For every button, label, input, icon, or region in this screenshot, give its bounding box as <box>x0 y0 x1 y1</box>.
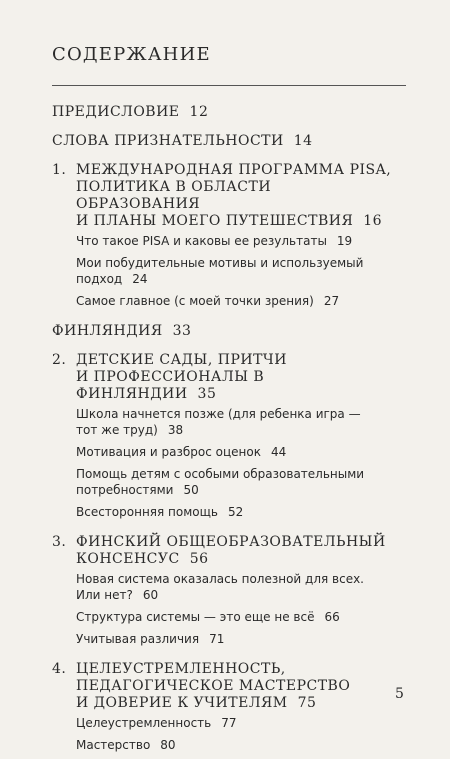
toc-chapter-1 <box>52 162 397 230</box>
toc-page-number: 50 <box>183 483 199 497</box>
toc-page-number: 80 <box>160 738 176 752</box>
toc-page-number: 16 <box>363 213 383 229</box>
section-title: Или нет? <box>76 588 133 602</box>
toc-page-number: 35 <box>197 386 217 402</box>
toc-page-number: 75 <box>297 695 317 711</box>
page-number: 5 <box>395 686 404 702</box>
title-divider <box>52 85 406 86</box>
toc-page-number: 71 <box>209 632 225 646</box>
toc-section <box>52 255 397 287</box>
chapter-number: 3. <box>52 534 67 550</box>
chapter-title-line: КОНСЕНСУС <box>76 551 180 567</box>
section-title: Мотивация и разброс оценок <box>76 445 261 459</box>
toc-section <box>52 737 397 753</box>
toc-page-number: 77 <box>221 716 237 730</box>
toc-page-number: 33 <box>172 323 192 339</box>
toc-chapter-2 <box>52 352 397 403</box>
section-title: Учитывая различия <box>76 632 200 646</box>
section-title: Мастерство <box>76 738 151 752</box>
toc-page-number: 60 <box>142 588 159 602</box>
toc-page-number: 27 <box>323 294 340 308</box>
chapter-title-line: ДЕТСКИЕ САДЫ, ПРИТЧИ <box>76 352 287 368</box>
chapter-title-line: И ДОВЕРИЕ К УЧИТЕЛЯМ <box>76 695 288 711</box>
toc-entry-thanks <box>52 133 397 150</box>
toc-page-number: 12 <box>189 104 209 120</box>
toc-section <box>52 233 397 249</box>
toc-section <box>52 571 397 603</box>
toc-page-number: 56 <box>189 551 209 567</box>
section-title: Что такое PISA и каковы ее результаты <box>76 234 327 248</box>
table-of-contents <box>52 104 397 759</box>
chapter-title-line: МЕЖДУНАРОДНАЯ ПРОГРАММА PISA, <box>76 162 392 178</box>
section-title: Всесторонняя помощь <box>76 505 219 519</box>
toc-page-number: 19 <box>336 234 353 248</box>
chapter-number: 4. <box>52 661 67 677</box>
toc-chapter-3 <box>52 534 397 568</box>
chapter-title-line: И ПЛАНЫ МОЕГО ПУТЕШЕСТВИЯ <box>76 213 354 229</box>
toc-page-number: 44 <box>270 445 287 459</box>
toc-section <box>52 406 397 438</box>
toc-page-number: 66 <box>324 610 340 624</box>
section-title: Самое главное (с моей точки зрения) <box>76 294 314 308</box>
toc-section <box>52 293 397 309</box>
toc-page-number: 52 <box>228 505 244 519</box>
section-title: тот же труд) <box>76 423 158 437</box>
chapter-title-line: И ПРОФЕССИОНАЛЫ В ФИНЛЯНДИИ <box>76 369 265 402</box>
section-title: потребностями <box>76 483 174 497</box>
section-title: Новая система оказалась полезной для всех. <box>76 572 364 586</box>
section-title: Структура системы — это еще не всё <box>76 610 315 624</box>
section-title: Школа начнется позже (для ребенка игра — <box>76 407 361 421</box>
chapter-title-line: ФИНСКИЙ ОБЩЕОБРАЗОВАТЕЛЬНЫЙ <box>76 534 386 550</box>
page-title: СОДЕРЖАНИЕ <box>52 44 211 65</box>
toc-page-number: 38 <box>167 423 184 437</box>
toc-page-number: 24 <box>132 272 148 286</box>
toc-section <box>52 444 397 460</box>
section-title: Помощь детям с особыми образовательными <box>76 467 365 481</box>
toc-entry-label: СЛОВА ПРИЗНАТЕЛЬНОСТИ <box>52 133 284 149</box>
chapter-number: 1. <box>52 162 67 178</box>
toc-page-number: 14 <box>293 133 313 149</box>
toc-entry-label: ПРЕДИСЛОВИЕ <box>52 104 180 120</box>
chapter-number: 2. <box>52 352 67 368</box>
toc-section <box>52 631 397 647</box>
chapter-title-line: ПОЛИТИКА В ОБЛАСТИ ОБРАЗОВАНИЯ <box>76 179 272 212</box>
toc-section <box>52 466 397 498</box>
toc-section <box>52 715 397 731</box>
toc-entry-preface <box>52 104 397 121</box>
toc-entry-label: ФИНЛЯНДИЯ <box>52 323 163 339</box>
toc-section <box>52 504 397 520</box>
chapter-title-line: ПЕДАГОГИЧЕСКОЕ МАСТЕРСТВО <box>76 678 351 694</box>
toc-section <box>52 609 397 625</box>
toc-entry-finland <box>52 323 397 340</box>
chapter-title-line: ЦЕЛЕУСТРЕМЛЕННОСТЬ, <box>76 661 286 677</box>
section-title: подход <box>76 272 123 286</box>
toc-chapter-4 <box>52 661 397 712</box>
section-title: Мои побудительные мотивы и используемый <box>76 256 364 270</box>
section-title: Целеустремленность <box>76 716 212 730</box>
